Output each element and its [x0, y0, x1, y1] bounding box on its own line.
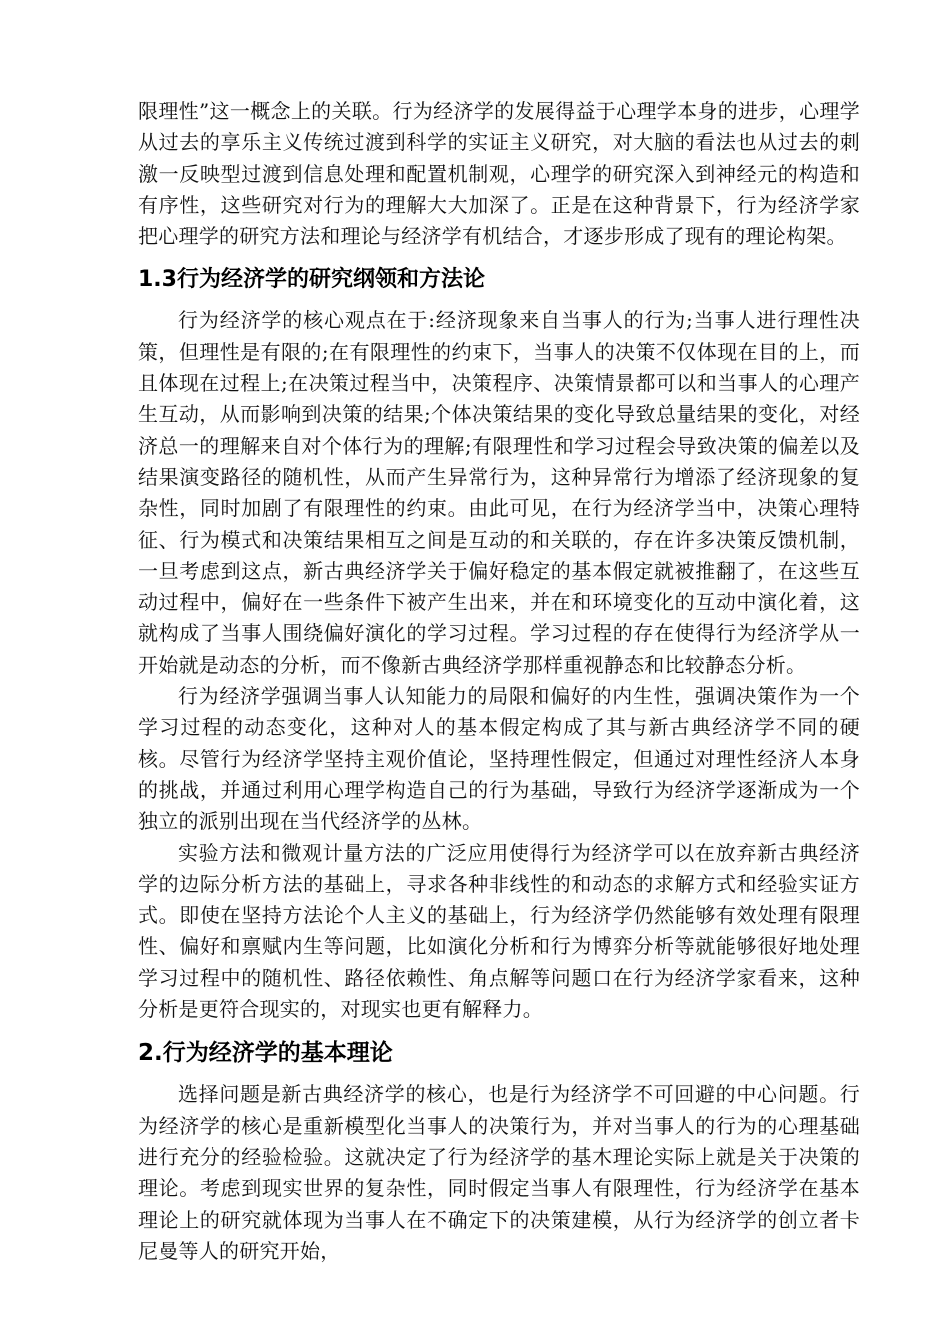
- section-1-3-paragraph-1: 行为经济学的核心观点在于:经济现象来自当事人的行为;当事人进行理性决策，但理性是有限的;在有限理性的约束下，当事人的决策不仅体现在目的上，而且体现在过程上;在决策过程当中，决策程序、决策情景都可以和当事人的心理产生互动，从而影响到决策的结果;个体决策结果的变化导致总量结果的变化，对经济总一的理解来自对个体行为的理解;有限理性和学习过程会导致决策的偏差以及结果演变路径的随机性，从而产生异常行为，这种异常行为增添了经济现象的复杂性，同时加剧了有限理性的约束。由此可见，在行为经济学当中，决策心理特征、行为模式和决策结果相互之间是互动的和关联的，存在许多决策反馈机制，一旦考虑到这点，新古典经济学关于偏好稳定的基本假定就被推翻了，在这些互动过程中，偏好在一些条件下被产生出来，并在和环境变化的互动中演化着，这就构成了当事人围绕偏好演化的学习过程。学习过程的存在使得行为经济学从一开始就是动态的分析，而不像新古典经济学那样重视静态和比较静态分析。: [138, 308, 860, 677]
- page-body: [138, 96, 860, 1267]
- section-1-3-heading: 1.3行为经济学的研究纲领和方法论: [138, 267, 485, 293]
- intro-paragraph: 限理性”这一概念上的关联。行为经济学的发展得益于心理学本身的进步，心理学从过去的享乐主义传统过渡到科学的实证主义研究，对大脑的看法也从过去的刺激一反映型过渡到信息处理和配置机制观，心理学的研究深入到神经元的构造和有序性，这些研究对行为的理解大大加深了。正是在这种背景下，行为经济学家把心理学的研究方法和理论与经济学有机结合，才逐步形成了现有的理论构架。: [138, 99, 860, 249]
- section-1-3-paragraph-3: 实验方法和微观计量方法的广泛应用使得行为经济学可以在放弃新古典经济学的边际分析方法的基础上，寻求各种非线性的和动态的求解方式和经验实证方式。即使在坚持方法论个人主义的基础上，行为经济学仍然能够有效处理有限理性、偏好和禀赋内生等问题，比如演化分析和行为博弈分析等就能够很好地处理学习过程中的随机性、路径依赖性、角点解等问题口在行为经济学家看来，这种分析是更符合现实的，对现实也更有解释力。: [138, 840, 860, 1022]
- section-1-3-paragraph-2: 行为经济学强调当事人认知能力的局限和偏好的内生性，强调决策作为一个学习过程的动态变化，这种对人的基本假定构成了其与新古典经济学不同的硬核。尽管行为经济学坚持主观价值论，坚持理性假定，但通过对理性经济人本身的挑战，并通过利用心理学构造自己的行为基础，导致行为经济学逐渐成为一个独立的派别出现在当代经济学的丛林。: [138, 684, 860, 834]
- section-2-heading: 2.行为经济学的基本理论: [138, 1040, 393, 1067]
- section-2-paragraph-1: 选择问题是新古典经济学的核心，也是行为经济学不可回避的中心问题。行为经济学的核心是重新模型化当事人的决策行为，并对当事人的行为的心理基础进行充分的经验检验。这就决定了行为经济学的基木理论实际上就是关于决策的理论。考虑到现实世界的复杂性，同时假定当事人有限理性，行为经济学在基本理论上的研究就体现为当事人在不确定下的决策建模，从行为经济学的创立者卡尼曼等人的研究开始，: [138, 1082, 860, 1263]
